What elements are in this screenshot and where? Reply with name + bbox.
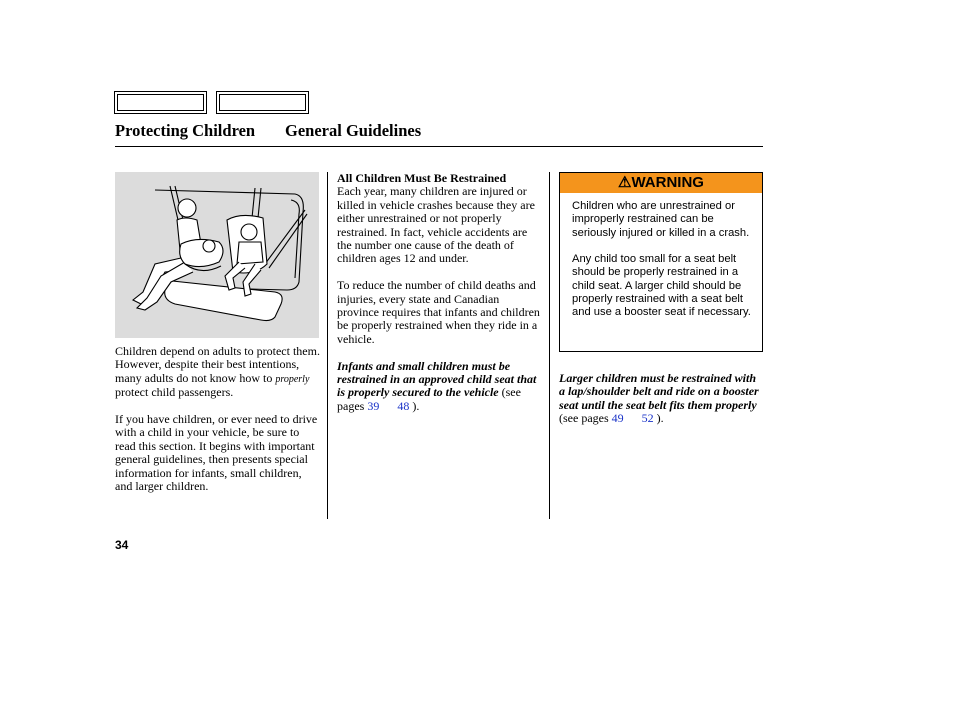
crash-stats-paragraph: Each year, many children are injured or killed in vehicle crashes because they are either unrestrained or not properly restrained. In fact, vehicle accidents are the number one cause of the death of children ages 12 and under. [337, 184, 535, 266]
page-ref-suffix: ). [653, 411, 664, 426]
guidelines-paragraph: If you have children, or ever need to drive with a child in your vehicle, be sure to read this section. It begins with important general guidelines, then presents special information for infants, small children, and larger children. [115, 412, 318, 494]
warning-text [572, 200, 756, 320]
nav-button-2[interactable] [216, 91, 309, 114]
warning-triangle-icon: ⚠ [618, 174, 632, 191]
larger-children-rule: Larger children must be restrained with a lap/shoulder belt and ride on a booster seat until the seat belt fits them properly [559, 371, 759, 412]
page-link-39[interactable]: 39 [367, 398, 380, 413]
page-ref-prefix: (see pages [559, 411, 612, 426]
larger-children-column [559, 372, 763, 426]
warning-box [559, 172, 763, 352]
restraint-column [337, 172, 543, 413]
column-divider [327, 172, 328, 519]
page-title: General Guidelines [285, 121, 422, 140]
warning-paragraph-2: Any child too small for a seat belt should be properly restrained in a child seat. A larger child should be properly restrained with a seat belt and use a booster seat if necessary. [572, 253, 751, 319]
restraint-heading: All Children Must Be Restrained [337, 171, 507, 185]
header-rule [115, 146, 763, 147]
emphasis-text: properly [275, 373, 310, 385]
nav-button-1[interactable] [114, 91, 207, 114]
warning-paragraph-1: Children who are unrestrained or improperly restrained can be seriously injured or killed in a crash. [572, 200, 750, 239]
page-link-49[interactable]: 49 [611, 411, 624, 426]
intro-paragraph [115, 345, 321, 400]
intro-text-end: protect child passengers. [115, 385, 234, 400]
warning-label: WARNING [631, 174, 704, 191]
page-number: 34 [115, 538, 129, 552]
column-divider [549, 172, 550, 519]
section-title: Protecting Children [115, 121, 256, 140]
page-ref-prefix: (see pages [337, 385, 521, 413]
page-ref-suffix: ). [409, 398, 420, 413]
infant-paragraph [337, 360, 543, 414]
intro-column [115, 345, 321, 493]
infant-rule: Infants and small children must be restrained in an approved child seat that is properly secured to the vehicle [337, 358, 537, 400]
law-paragraph: To reduce the number of child deaths and injuries, every state and Canadian province requires that infants and children be properly restrained when they ride in a vehicle. [337, 278, 540, 346]
child-seat-illustration [115, 172, 319, 338]
warning-banner [560, 173, 762, 193]
page-link-48[interactable]: 48 [397, 398, 410, 413]
larger-children-paragraph [559, 372, 763, 426]
page-link-52[interactable]: 52 [641, 411, 654, 426]
intro-text: Children depend on adults to protect them. However, despite their best intentions, many adults do not know how to [115, 344, 320, 385]
